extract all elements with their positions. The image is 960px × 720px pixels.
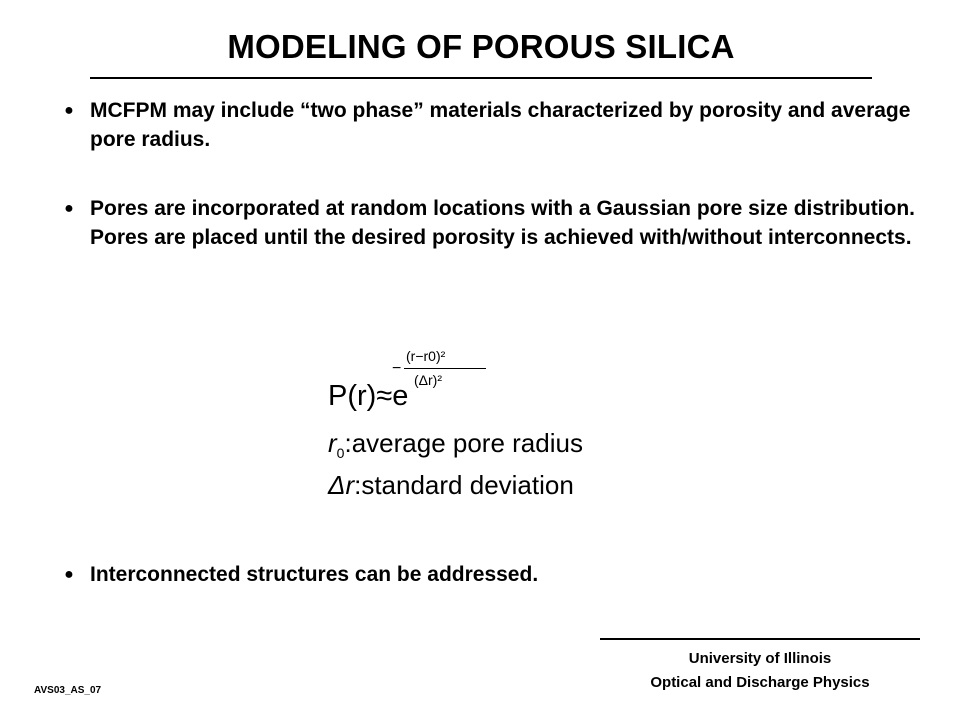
formula-lhs: P(r)≈e	[328, 380, 409, 412]
title-underline	[90, 77, 872, 79]
delta-r-description: :standard deviation	[354, 470, 574, 500]
r0-subscript: 0	[336, 445, 345, 462]
r0-symbol: r	[328, 428, 337, 458]
exponent-denominator: (Δr)²	[414, 372, 442, 388]
bullet-text: Pores are incorporated at random locations with a Gaussian pore size distribution. Pores are placed until the desired porosity is achieved with/without interconnects.	[90, 197, 916, 249]
delta-r-symbol: Δr	[328, 470, 355, 500]
footer-group: Optical and Discharge Physics	[650, 674, 870, 691]
bullet-marker: ●	[64, 566, 74, 583]
r0-description: :average pore radius	[344, 428, 583, 458]
slide-title: MODELING OF POROUS SILICA	[227, 28, 735, 65]
definition-delta-r	[328, 470, 574, 501]
bullet-marker: ●	[64, 102, 74, 119]
slide-id: AVS03_AS_07	[34, 685, 102, 696]
bullet-text: Interconnected structures can be addressed.	[90, 563, 539, 586]
bullet-text: MCFPM may include “two phase” materials characterized by porosity and average pore radius.	[90, 99, 911, 151]
footer-divider	[600, 638, 920, 640]
bullet-marker: ●	[64, 200, 74, 217]
gaussian-formula	[328, 342, 648, 502]
footer-university: University of Illinois	[688, 650, 832, 667]
fraction-bar	[404, 368, 486, 369]
definition-r0	[328, 428, 583, 461]
formula-exponent	[392, 342, 512, 398]
exponent-numerator: (r−r0)²	[406, 348, 446, 364]
exponent-sign: −	[392, 360, 402, 377]
